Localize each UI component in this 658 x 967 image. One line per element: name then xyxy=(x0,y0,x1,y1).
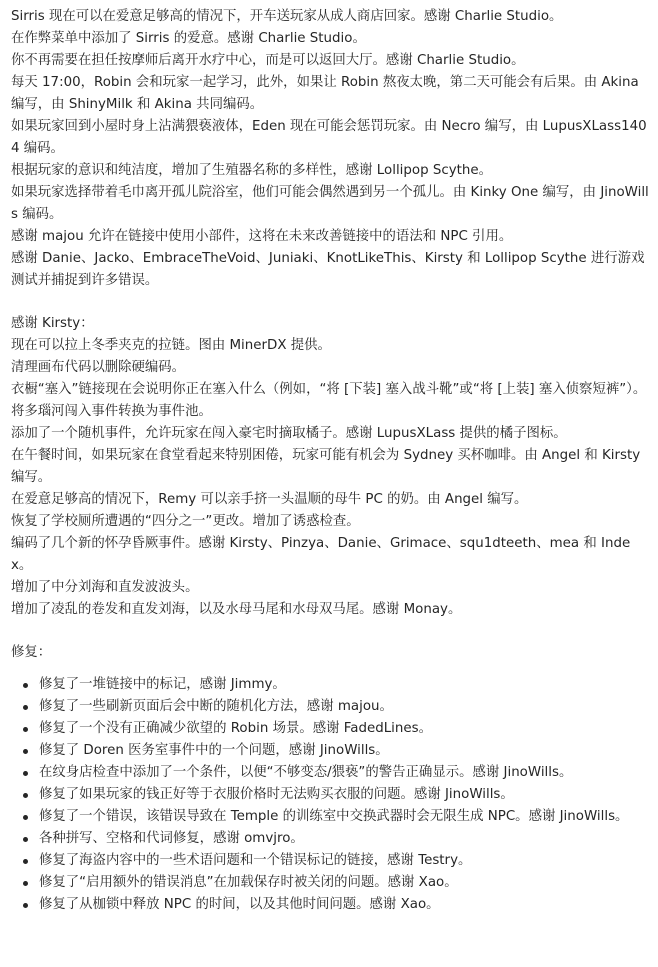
fix-item xyxy=(39,828,650,850)
fix-item xyxy=(39,894,650,916)
fix-item xyxy=(39,718,650,740)
fix-item xyxy=(39,740,650,762)
fix-item xyxy=(39,696,650,718)
fixes-list xyxy=(11,674,650,916)
fix-text: 修复了一个没有正确减少欲望的 Robin 场景。感谢 FadedLines。 xyxy=(39,721,432,736)
changelog-line: 在午餐时间，如果玩家在食堂看起来特别困倦，玩家可能有机会为 Sydney 买杯咖啡。由 Angel 和 Kirsty 编写。 xyxy=(11,448,641,485)
changelog-line: 编码了几个新的怀孕昏厥事件。感谢 Kirsty、Pinzya、Danie、Grimace、squ1dteeth、mea 和 Index。 xyxy=(11,536,631,573)
bullet-icon xyxy=(23,749,28,754)
section-heading-kirsty: 感谢 Kirsty： xyxy=(11,316,94,331)
fix-item xyxy=(39,806,650,828)
changelog-line: 在爱意足够高的情况下，Remy 可以亲手挤一头温顺的母牛 PC 的奶。由 Angel 编写。 xyxy=(11,492,528,507)
changelog-line: 增加了中分刘海和直发波波头。 xyxy=(11,580,199,595)
bullet-icon xyxy=(23,881,28,886)
changelog-line: 感谢 majou 允许在链接中使用小部件，这将在未来改善链接中的语法和 NPC 引用。 xyxy=(11,229,513,244)
bullet-icon xyxy=(23,859,28,864)
bullet-icon xyxy=(23,683,28,688)
section-spacer xyxy=(11,664,650,674)
changelog-line: 增加了凌乱的卷发和直发刘海，以及水母马尾和水母双马尾。感谢 Monay。 xyxy=(11,602,462,617)
fix-item xyxy=(39,850,650,872)
changelog-line: 将多瑙河闯入事件转换为事件池。 xyxy=(11,404,212,419)
changelog-line: 添加了一个随机事件，允许玩家在闯入豪宅时摘取橘子。感谢 LupusXLass 提供的橘子图标。 xyxy=(11,426,567,441)
bullet-icon xyxy=(23,705,28,710)
fix-text: 修复了从枷锁中释放 NPC 的时间，以及其他时间问题。感谢 Xao。 xyxy=(39,897,440,912)
section-heading-fixes: 修复： xyxy=(11,645,52,660)
changelog-line: 清理画布代码以删除硬编码。 xyxy=(11,360,186,375)
fix-item xyxy=(39,784,650,806)
bullet-icon xyxy=(23,815,28,820)
fix-item xyxy=(39,872,650,894)
bullet-icon xyxy=(23,771,28,776)
fix-text: 修复了一个错误，该错误导致在 Temple 的训练室中交换武器时会无限生成 NPC。感谢 JinoWills。 xyxy=(39,809,629,824)
changelog-line: 如果玩家选择带着毛巾离开孤儿院浴室，他们可能会偶然遇到另一个孤儿。由 Kinky One 编写，由 JinoWills 编码。 xyxy=(11,185,649,222)
section-spacer xyxy=(11,621,650,642)
changelog-section-fixes xyxy=(11,642,650,916)
changelog-section-general xyxy=(11,6,650,292)
fix-item xyxy=(39,762,650,784)
section-spacer xyxy=(11,292,650,313)
changelog-line: 如果玩家回到小屋时身上沾满猥亵液体，Eden 现在可能会惩罚玩家。由 Necro 编写，由 LupusXLass1404 编码。 xyxy=(11,119,647,156)
changelog-line: 在作弊菜单中添加了 Sirris 的爱意。感谢 Charlie Studio。 xyxy=(11,31,366,46)
fix-text: 修复了“启用额外的错误消息”在加载保存时被关闭的问题。感谢 Xao。 xyxy=(39,875,458,890)
bullet-icon xyxy=(23,727,28,732)
fix-text: 修复了如果玩家的钱正好等于衣服价格时无法购买衣服的问题。感谢 JinoWills。 xyxy=(39,787,514,802)
changelog-line: 恢复了学校厕所遭遇的“四分之一”更改。增加了诱惑检查。 xyxy=(11,514,360,529)
fix-text: 在纹身店检查中添加了一个条件，以便“不够变态/猥亵”的警告正确显示。感谢 JinoWills。 xyxy=(39,765,573,780)
fix-item xyxy=(39,674,650,696)
bullet-icon xyxy=(23,903,28,908)
fix-text: 修复了海盗内容中的一些术语问题和一个错误标记的链接，感谢 Testry。 xyxy=(39,853,472,868)
changelog-line: 感谢 Danie、Jacko、EmbraceTheVoid、Juniaki、KnotLikeThis、Kirsty 和 Lollipop Scythe 进行游戏测试并捕捉到许多错误。 xyxy=(11,251,645,288)
changelog-line: 现在可以拉上冬季夹克的拉链。图由 MinerDX 提供。 xyxy=(11,338,331,353)
changelog-line: 衣橱“塞入”链接现在会说明你正在塞入什么（例如，“将 [下装] 塞入战斗靴”或“将 [上装] 塞入侦察短裤”）。 xyxy=(11,382,647,397)
changelog-line: 你不再需要在担任按摩师后离开水疗中心，而是可以返回大厅。感谢 Charlie Studio。 xyxy=(11,53,525,68)
bullet-icon xyxy=(23,837,28,842)
changelog-line: 每天 17:00，Robin 会和玩家一起学习，此外，如果让 Robin 熬夜太晚，第二天可能会有后果。由 Akina 编写，由 ShinyMilk 和 Akina 共同编码。 xyxy=(11,75,639,112)
fix-text: 修复了一些刷新页面后会中断的随机化方法，感谢 majou。 xyxy=(39,699,393,714)
changelog-line: Sirris 现在可以在爱意足够高的情况下，开车送玩家从成人商店回家。感谢 Charlie Studio。 xyxy=(11,9,563,24)
changelog-section-kirsty xyxy=(11,313,650,621)
bullet-icon xyxy=(23,793,28,798)
changelog-line: 根据玩家的意识和纯洁度，增加了生殖器名称的多样性，感谢 Lollipop Scythe。 xyxy=(11,163,492,178)
fix-text: 修复了 Doren 医务室事件中的一个问题，感谢 JinoWills。 xyxy=(39,743,389,758)
fix-text: 修复了一堆链接中的标记，感谢 Jimmy。 xyxy=(39,677,286,692)
fix-text: 各种拼写、空格和代词修复，感谢 omvjro。 xyxy=(39,831,304,846)
